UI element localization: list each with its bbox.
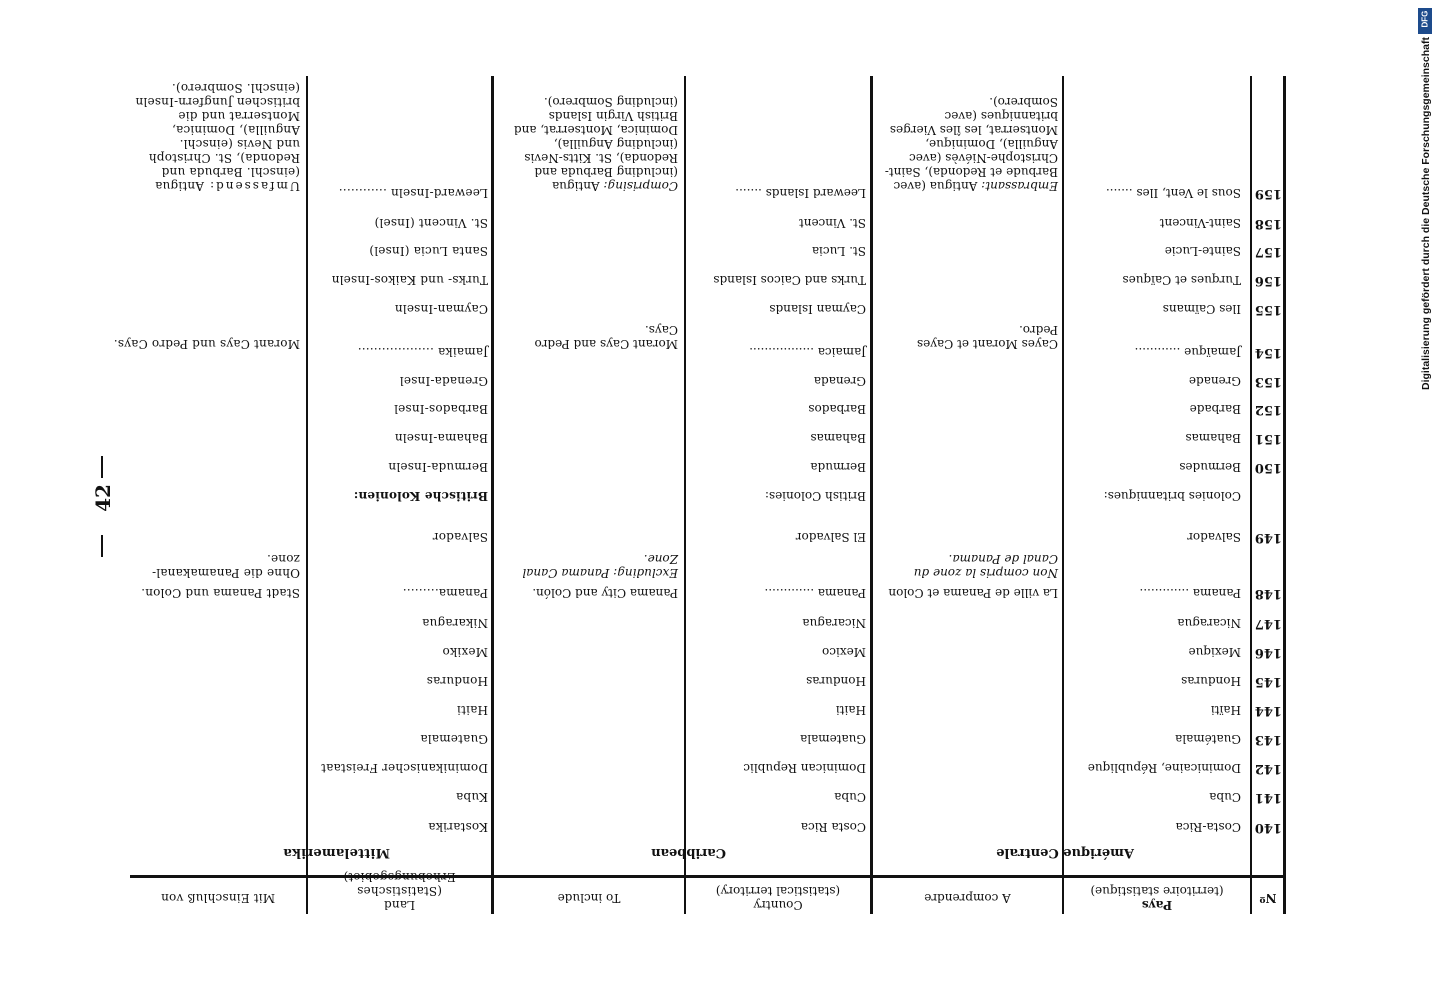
header-pays [1064,884,1250,912]
header-land [308,870,491,912]
row-142-de: Dominikanischer Freistaat [321,761,488,775]
row-154-de: Jamaika ................... [357,345,488,359]
leeward-inc-en-lead: Comprising: [603,179,678,193]
row-157-no: 157 [1254,244,1282,259]
header-country-label: Country [753,898,803,912]
header-a-comprendre: A comprendre [924,891,1011,905]
row-148-fr: Panama ............. [1139,586,1241,600]
row-148-en-inc: Panama City and Colón. [532,586,678,600]
rule-pays-acomp [1062,76,1064,914]
header-to-include: To include [557,891,621,905]
row-143-en: Guatemala [800,732,866,746]
header-country-sub: (statistical territory) [715,884,841,898]
row-159-no: 159 [1254,186,1282,201]
row-140-en: Costa Rica [800,820,866,834]
header-pays-label: Pays [1141,898,1173,912]
header-pays-sub: (territoire statistique) [1090,884,1224,898]
row-141-de: Kuba [455,790,488,804]
leeward-inc-fr-lead: Embrassant: [981,179,1058,193]
rule-left [1283,76,1286,914]
row-155-en: Cayman Islands [769,302,866,316]
rule-include-land [491,76,494,914]
row-149-fr: Salvador [1187,530,1241,544]
row-156-no: 156 [1254,273,1282,288]
dfg-logo-text: DFG [1420,10,1430,28]
row-152-fr: Barbade [1189,402,1241,416]
row-145-no: 145 [1254,674,1282,689]
row-154-en: Jamaica ................. [749,345,866,359]
row-143-de: Guatemala [420,732,488,746]
row-148-de-inc: Stadt Panama und Colon. [140,586,300,600]
page-number-dash-top [101,456,103,478]
header-land-label: Land [383,898,416,912]
row-149-de: Salvador [432,530,488,544]
row-141-fr: Cuba [1209,790,1241,804]
header-land-sub: (Statistisches Erhebungsgebiet) [343,870,456,898]
row-153-en: Grenada [813,374,866,388]
row-148-no: 148 [1254,586,1282,601]
row-143-no: 143 [1254,732,1282,747]
row-140-de: Kostarika [428,820,488,834]
row-157-de: Santa Lucia (Insel) [369,244,488,258]
row-151-de: Bahama-Inseln [394,431,488,445]
row-153-no: 153 [1254,374,1282,389]
row-149-en: El Salvador [795,530,866,544]
row-156-en: Turks and Caicos Islands [713,273,866,287]
row-142-en: Dominican Republic [743,761,866,775]
panama-excl-fr: Non compris la zone du Canal de Panama. [913,552,1058,580]
row-145-de: Honduras [426,674,488,688]
header-mit: Mit Einschluß von [160,891,276,905]
row-146-fr: Mexique [1188,645,1241,659]
row-145-en: Honduras [806,674,866,688]
row-151-fr: Bahamas [1185,431,1241,445]
rule-acomp-country [870,76,873,914]
jamaica-inc-en: Morant Cays and Pedro Cays. [534,323,678,351]
row-145-fr: Honduras [1181,674,1241,688]
row-141-no: 141 [1254,790,1282,805]
leeward-inc-fr-text: Antigua (avec Barbude et Redonda), Saint-Christophe-Niévès (avec Anguilla), Dominique, Montserrat, les îles Vierges britanniques (avec Sombrero). [884,95,1058,193]
row-147-no: 147 [1254,616,1282,631]
jamaica-inc-de: Morant Cays und Pedro Cays. [113,337,300,351]
row-153-de: Grenada-Insel [399,374,488,388]
row-142-fr: Dominicaine, République [1087,761,1241,775]
row-155-no: 155 [1254,302,1282,317]
row-152-en: Barbados [808,402,866,416]
row-158-de: St. Vincent (Insel) [374,216,488,230]
group-heading-fr: Amérique Centrale [996,845,1134,860]
row-141-en: Cuba [834,790,866,804]
credit-strip [1418,12,1434,392]
row-140-fr: Costa-Rica [1175,820,1241,834]
row-155-fr: Iles Caïmans [1162,302,1241,316]
row-144-no: 144 [1254,703,1282,718]
page-number: 42 [91,484,115,512]
leeward-inc-de [134,81,300,193]
row-154-fr: Jamaïque ............ [1134,345,1241,359]
row-158-fr: Saint-Vincent [1159,216,1241,230]
header-rule [130,875,1286,878]
row-151-en: Bahamas [810,431,866,445]
row-144-fr: Haïti [1210,703,1241,717]
row-147-en: Nicaragua [802,616,866,630]
row-148-en: Panama ............. [764,586,866,600]
panama-excl-en: Excluding: Panama Canal Zone. [522,552,678,580]
row-143-fr: Guatémala [1175,732,1241,746]
leeward-inc-de-text: Antigua (einschl. Barbuda und Redonda), St. Christoph und Nevis (einschl. Anguilla), Dominica, Montserrat und die britischen Jungfern-Inseln (einschl. Sombrero). [135,81,300,193]
row-149-no: 149 [1254,530,1282,545]
row-157-en: St. Lucia [811,244,866,258]
leeward-inc-fr [878,95,1058,193]
row-150-en: Bermuda [810,460,866,474]
row-147-fr: Nicaragua [1177,616,1241,630]
row-148-de: Panama......... [402,586,488,600]
row-159-en: Leeward Islands ....... [735,186,866,200]
british-heading-en: British Colonies: [764,489,866,503]
row-146-de: Mexiko [442,645,488,659]
row-152-de: Barbados-Insel [393,402,488,416]
row-156-fr: Turques et Caïques [1122,273,1241,287]
row-153-fr: Grenade [1188,374,1241,388]
rule-country-include [684,76,686,914]
row-159-de: Leeward-Inseln ............ [338,186,488,200]
header-no: Nº [1259,891,1277,905]
page-number-dash-bottom [101,535,103,557]
row-142-no: 142 [1254,761,1282,776]
row-144-de: Haiti [456,703,488,717]
row-150-no: 150 [1254,460,1282,475]
row-140-no: 140 [1254,820,1282,835]
rule-land-mit [306,76,308,914]
row-148-fr-inc: La ville de Panama et Colon [888,586,1058,600]
row-147-de: Nikaragua [421,616,488,630]
leeward-inc-de-lead: Umfassend: [208,179,300,193]
leeward-inc-en [498,95,678,193]
group-heading-de: Mittelamerika [283,845,390,860]
british-heading-fr: Colonies britanniques: [1103,489,1241,503]
row-156-de: Turks- und Kaikos-Inseln [331,273,488,287]
row-159-fr: Sous le Vent, Iles ....... [1105,186,1241,200]
jamaica-inc-fr: Cayes Morant et Cayes Pedro. [916,323,1058,351]
row-151-no: 151 [1254,431,1282,446]
row-150-fr: Bermudes [1179,460,1241,474]
panama-excl-de: Ohne die Panamakanal-zone. [151,552,300,580]
rule-no-pays [1250,76,1252,914]
group-heading-en: Caribbean [651,845,726,860]
row-157-fr: Sainte-Lucie [1164,244,1241,258]
credit-text: Digitalisierung gefördert durch die Deutsche Forschungsgemeinschaft [1420,37,1432,390]
row-155-de: Cayman-Inseln [394,302,488,316]
row-154-no: 154 [1254,345,1282,360]
british-heading-de: Britische Kolonien: [353,489,488,503]
row-150-de: Bermuda-Inseln [388,460,488,474]
row-152-no: 152 [1254,402,1282,417]
row-144-en: Haiti [835,703,866,717]
header-country [686,884,870,912]
leeward-inc-en-text: Antigua (including Barbuda and Redonda), St. Kitts-Nevis (including Anguilla), Dominica, Montserrat, and British Virgin Islands (including Sombrero). [513,95,678,193]
row-158-no: 158 [1254,216,1282,231]
row-146-en: Mexico [822,645,866,659]
row-146-no: 146 [1254,645,1282,660]
row-158-en: St. Vincent [798,216,866,230]
